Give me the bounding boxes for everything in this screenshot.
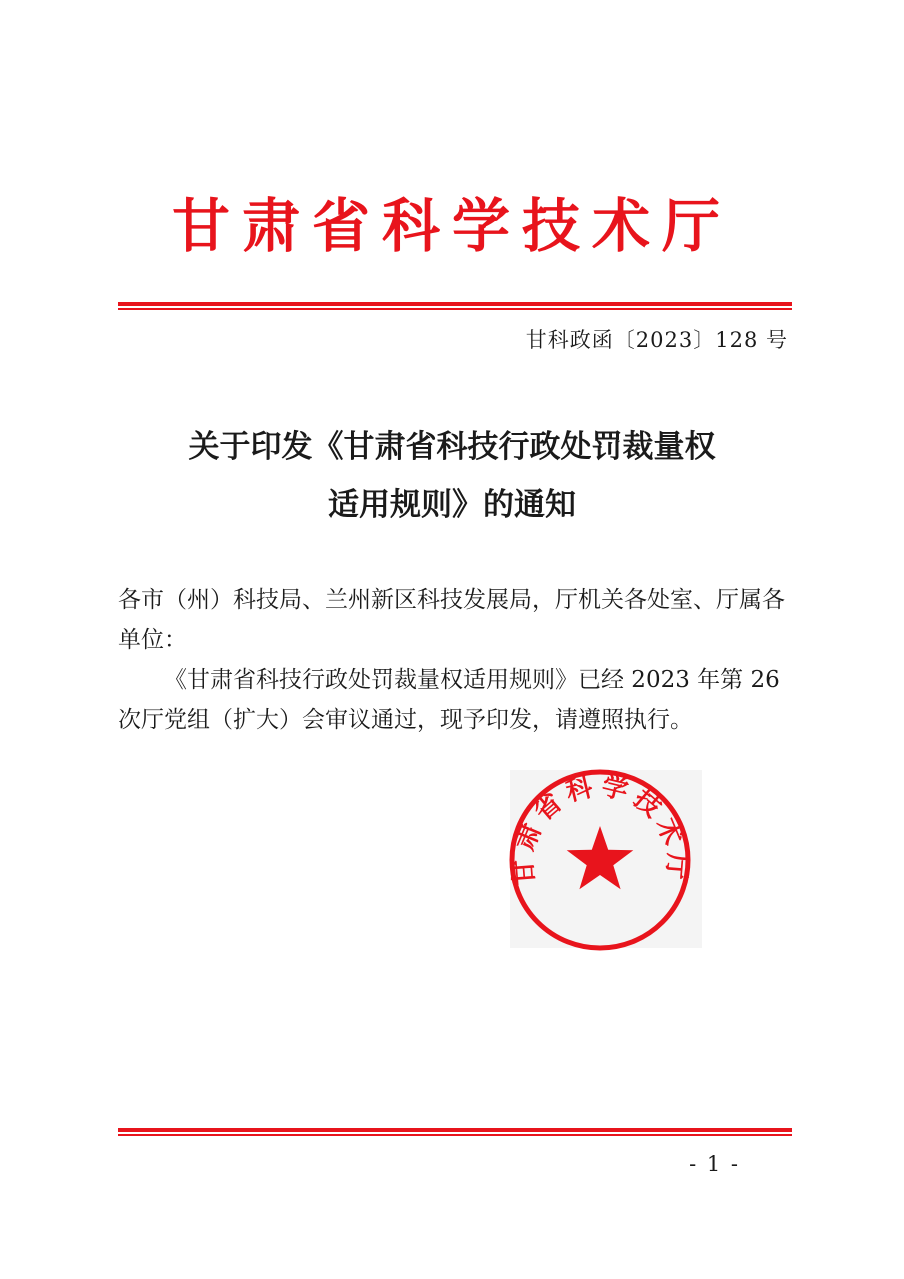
header-divider — [118, 302, 792, 310]
footer-divider — [118, 1128, 792, 1136]
addressee: 各市（州）科技局、兰州新区科技发展局，厅机关各处室、厅属各单位： — [118, 587, 785, 653]
issuer-masthead: 甘肃省科学技术厅 — [171, 192, 732, 260]
page-number: - 1 - — [689, 1152, 740, 1176]
seal-text: 甘肃省科学技术厅 — [508, 771, 692, 887]
seal-star-icon — [567, 826, 634, 889]
document-title — [0, 418, 904, 534]
document-body — [118, 580, 794, 740]
document-title-line-1: 关于印发《甘肃省科技行政处罚裁量权 — [188, 429, 716, 465]
official-seal-icon — [504, 764, 696, 956]
document-number: 甘科政函〔2023〕128 号 — [525, 328, 788, 352]
body-paragraph: 《甘肃省科技行政处罚裁量权适用规则》已经 2023 年第 26 次厅党组（扩大）会审议通过，现予印发，请遵照执行。 — [118, 667, 780, 733]
document-title-line-2: 适用规则》的通知 — [328, 487, 576, 523]
